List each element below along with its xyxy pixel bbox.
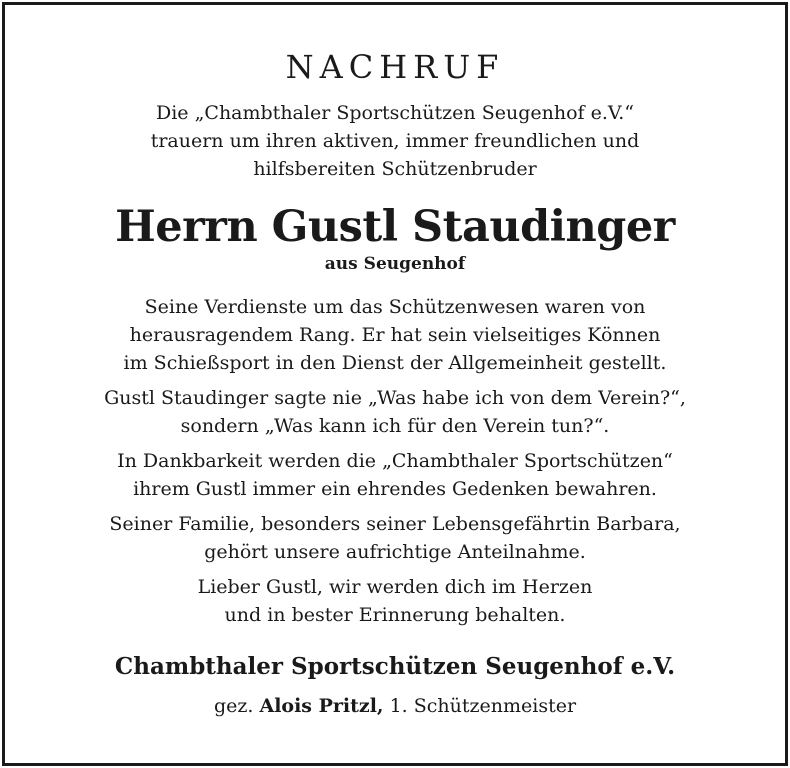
paragraph-line: herausragendem Rang. Er hat sein vielseitiges Können — [129, 324, 661, 346]
tribute-paragraph-quote — [5, 384, 785, 440]
intro-line: hilfsbereiten Schützenbruder — [253, 158, 537, 180]
intro-text — [5, 99, 785, 183]
paragraph-line: und in bester Erinnerung behalten. — [224, 604, 566, 626]
deceased-origin: aus Seugenhof — [324, 254, 466, 274]
paragraph-line: Lieber Gustl, wir werden dich im Herzen — [197, 576, 593, 598]
signatory-role: 1. Schützenmeister — [389, 695, 577, 717]
intro-line: Die „Chambthaler Sportschützen Seugenhof e.V.“ — [155, 102, 635, 124]
tribute-paragraphs — [5, 293, 785, 636]
paragraph-line: Gustl Staudinger sagte nie „Was habe ich von dem Verein?“, — [104, 387, 686, 409]
tribute-paragraph-condolence — [5, 510, 785, 566]
tribute-paragraph-merits — [5, 293, 785, 377]
tribute-paragraph-gratitude — [5, 447, 785, 503]
paragraph-line: In Dankbarkeit werden die „Chambthaler Sportschützen“ — [117, 450, 673, 472]
paragraph-line: Seine Verdienste um das Schützenwesen waren von — [144, 296, 646, 318]
obituary-frame — [2, 2, 788, 766]
signature-line — [5, 692, 785, 720]
tribute-paragraph-farewell — [5, 573, 785, 629]
club-name: Chambthaler Sportschützen Seugenhof e.V. — [114, 653, 676, 680]
deceased-name: Herrn Gustl Staudinger — [115, 202, 675, 252]
paragraph-line: sondern „Was kann ich für den Verein tun?“. — [180, 415, 610, 437]
obituary-heading: NACHRUF — [285, 48, 505, 86]
paragraph-line: gehört unsere aufrichtige Anteilnahme. — [204, 541, 586, 563]
paragraph-line: Seiner Familie, besonders seiner Lebensgefährtin Barbara, — [109, 513, 681, 535]
intro-line: trauern um ihren aktiven, immer freundlichen und — [150, 130, 640, 152]
signatory-name: Alois Pritzl, — [259, 695, 384, 717]
paragraph-line: ihrem Gustl immer ein ehrendes Gedenken bewahren. — [133, 478, 657, 500]
signature-prefix: gez. — [213, 695, 254, 717]
paragraph-line: im Schießsport in den Dienst der Allgemeinheit gestellt. — [123, 352, 667, 374]
